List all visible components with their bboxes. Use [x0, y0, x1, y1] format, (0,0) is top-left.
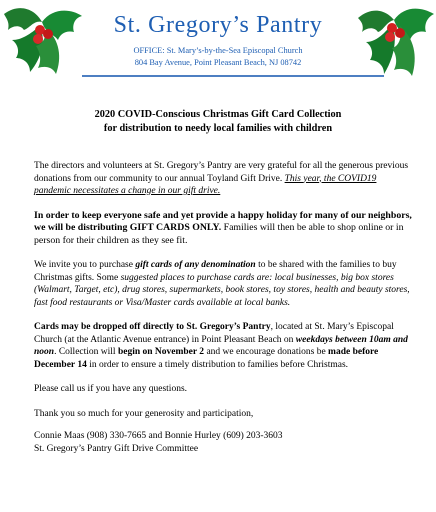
invite-text: We invite you to purchase — [34, 260, 136, 270]
paragraph-questions: Please call us if you have any questions. — [34, 384, 188, 394]
drop-off-statement: Cards may be dropped off directly to St. Gregory’s Pantry — [34, 322, 271, 332]
share-text: to be shared with the families to buy Christmas gifts. Some — [34, 260, 397, 283]
paragraph-invitation — [34, 259, 412, 309]
heading-line-1: 2020 COVID-Conscious Christmas Gift Card Collection — [94, 109, 342, 120]
any-denomination: gift cards of any denomination — [135, 260, 256, 270]
start-date: begin on November 2 — [117, 347, 205, 357]
document-heading — [12, 108, 424, 136]
pantry-title: St. Gregory’s Pantry — [113, 12, 323, 38]
header-divider — [82, 75, 384, 77]
paragraph-intro — [34, 160, 412, 198]
deadline: made before December 14 — [34, 347, 379, 370]
shopping-text: Families will then be able to shop online or in person for their children as they see fit. — [34, 222, 404, 246]
gift-cards-only-statement: In order to keep everyone safe and yet provide a happy holiday for many of our neighbors, we will be distributing GIFT CARDS ONLY. — [34, 209, 412, 233]
encourage-text: and we encourage donations be — [204, 347, 329, 357]
weekday-hours: weekdays between 10am and noon — [34, 334, 408, 357]
suggested-places: suggested places to purchase cards are: local businesses, big box stores (Walmart, Target, etc), drug stores, supermarkets, book stores, toy stores, health and beauty stores, fast food restaurants or Visa/Master cards available at local banks. — [34, 272, 410, 308]
timely-text: in order to ensure a timely distribution to families before Christmas. — [86, 359, 349, 370]
heading-line-2: for distribution to needy local families with children — [103, 123, 333, 134]
office-address — [0, 45, 436, 69]
collection-text: . Collection will — [54, 347, 118, 357]
paragraph-gift-cards-only — [34, 210, 412, 248]
paragraph-thanks: Thank you so much for your generosity and participation, — [34, 408, 254, 419]
office-line-2: 804 Bay Avenue, Point Pleasant Beach, NJ 08742 — [134, 58, 302, 67]
pandemic-notice: This year, the COVID19 pandemic necessitates a change in our gift drive. — [34, 173, 377, 196]
paragraph-drop-off — [34, 321, 412, 371]
intro-text: The directors and volunteers at St. Gregory’s Pantry are very grateful for all the generous previous donations from our community to our annual Toyland Gift Drive. — [34, 161, 409, 184]
office-line-1: OFFICE: St. Mary’s-by-the-Sea Episcopal Church — [133, 46, 303, 55]
contact-line: Connie Maas (908) 330-7665 and Bonnie Hurley (609) 203-3603 — [34, 431, 283, 441]
signature-block — [34, 430, 412, 455]
location-text: , located at St. Mary’s Episcopal Church (at the Atlantic Avenue entrance) in Point Pleasant Beach on — [34, 322, 394, 345]
letter-body — [34, 160, 412, 467]
committee-line: St. Gregory’s Pantry Gift Drive Committee — [34, 443, 199, 454]
